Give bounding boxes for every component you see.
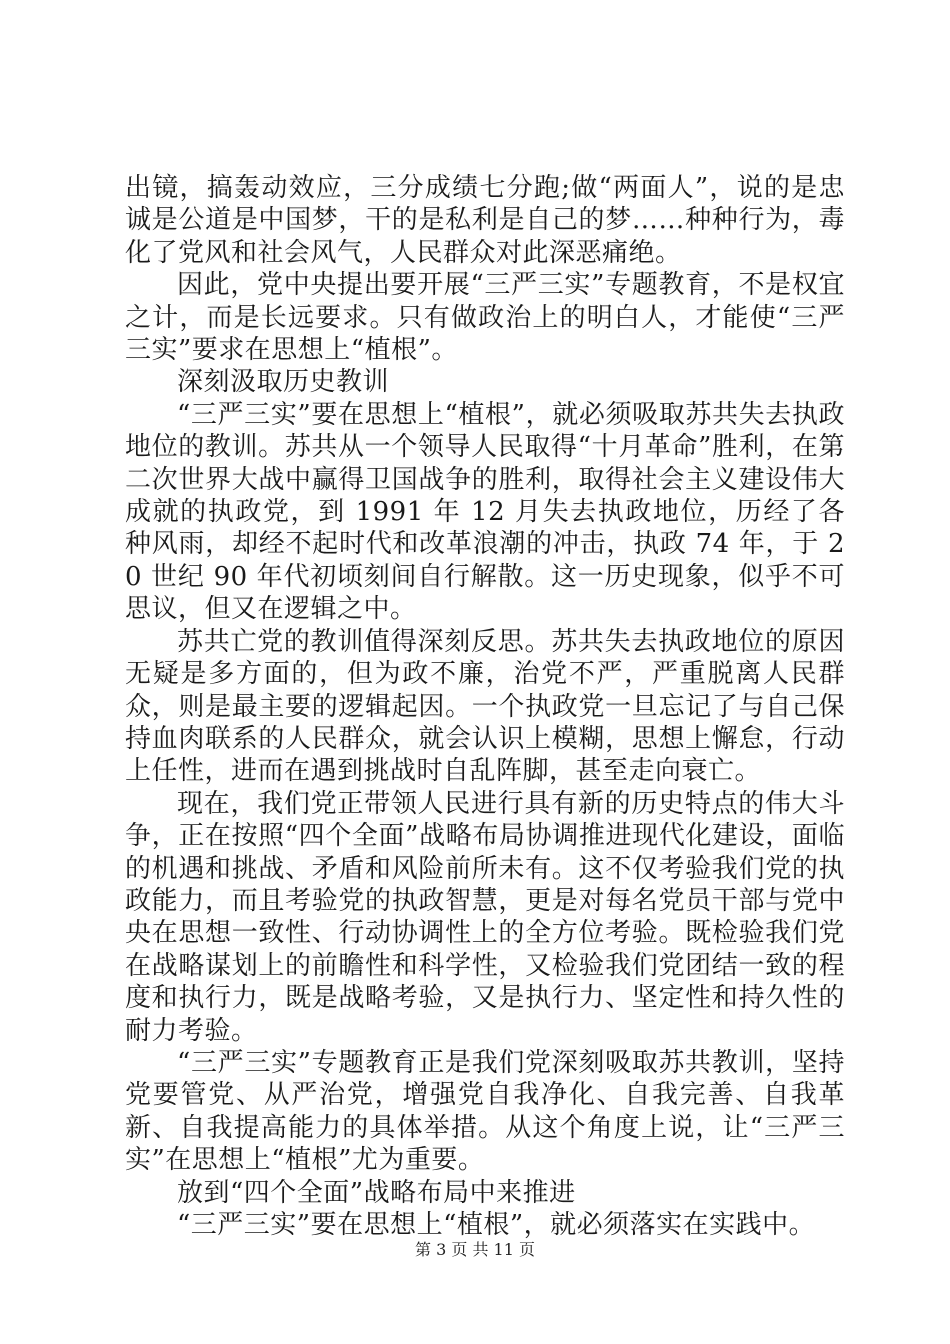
section-heading-1: 深刻汲取历史教训 xyxy=(177,367,390,398)
paragraph-6: “三严三实”专题教育正是我们党深刻吸取苏共教训，坚持党要管党、从严治党，增强党自我净化、自我完善、自我革新、自我提高能力的具体举措。从这个角度上说，让“三严三实”在思想上“植根”尤为重要。 xyxy=(125,1047,845,1176)
section-heading-2: 放到“四个全面”战略布局中来推进 xyxy=(177,1177,576,1208)
paragraph-7: “三严三实”要在思想上“植根”，就必须落实在实践中。 xyxy=(177,1210,816,1240)
paragraph-5: 现在，我们党正带领人民进行具有新的历史特点的伟大斗争，正在按照“四个全面”战略布局协调推进现代化建设，面临的机遇和挑战、矛盾和风险前所未有。这不仅考验我们党的执政能力，而且考验党的执政智慧，更是对每名党员干部与党中央在思想一致性、行动协调性上的全方位考验。既检验我们党在战略谋划上的前瞻性和科学性，又检验我们党团结一致的程度和执行力，既是战略考验，又是执行力、坚定性和持久性的耐力考验。 xyxy=(125,788,845,1046)
paragraph-1: 出镜，搞轰动效应，三分成绩七分跑;做“两面人”，说的是忠诚是公道是中国梦，干的是私利是自己的梦……种种行为，毒化了党风和社会风气，人民群众对此深恶痛绝。 xyxy=(125,173,845,268)
paragraph-2: 因此，党中央提出要开展“三严三实”专题教育，不是权宜之计，而是长远要求。只有做政治上的明白人，才能使“三严三实”要求在思想上“植根”。 xyxy=(125,270,845,366)
document-body xyxy=(125,172,845,1241)
page-number-footer: 第 3 页 共 11 页 xyxy=(415,1240,535,1259)
paragraph-3: “三严三实”要在思想上“植根”，就必须吸取苏共失去执政地位的教训。苏共从一个领导人民取得“十月革命”胜利，在第二次世界大战中赢得卫国战争的胜利，取得社会主义建设伟大成就的执政党，到 1991 年 12 月失去执政地位，历经了各种风雨，却经不起时代和改革浪潮的冲击，执政 74 年，于 20 世纪 90 年代初顷刻间自行解散。这一历史现象，似乎不可思议，但又在逻辑之中。 xyxy=(125,399,845,625)
paragraph-4: 苏共亡党的教训值得深刻反思。苏共失去执政地位的原因无疑是多方面的，但为政不廉，治党不严，严重脱离人民群众，则是最主要的逻辑起因。一个执政党一旦忘记了与自己保持血肉联系的人民群众，就会认识上模糊，思想上懈怠，行动上任性，进而在遇到挑战时自乱阵脚，甚至走向衰亡。 xyxy=(125,626,845,787)
